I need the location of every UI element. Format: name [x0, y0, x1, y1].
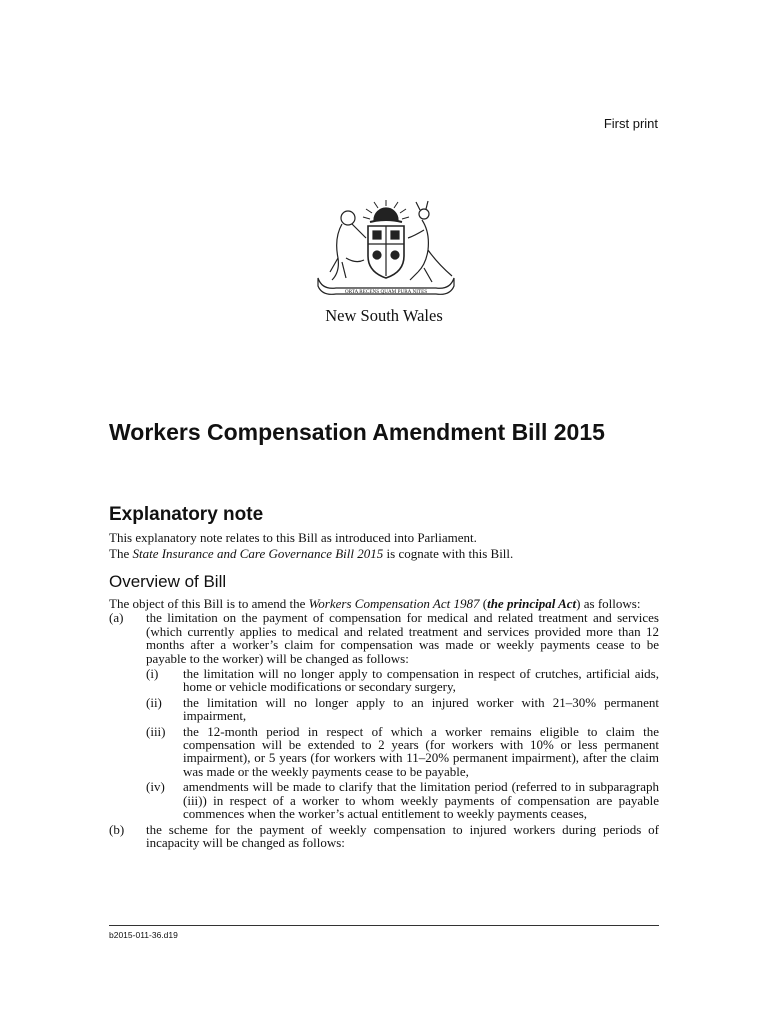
paragraph-b — [109, 823, 659, 850]
subparagraph-text: amendments will be made to clarify that the limitation period (referred to in subparagraph (iii)) in respect of a worker to whom weekly payments of compensation are payable commences when the worker’s actual entitlement to weekly payments ceases, — [183, 779, 659, 822]
paragraph-text: the limitation on the payment of compensation for medical and related treatment and services (which currently applies to medical and related treatment and services provided more than 12 months after a worker’s claim for compensation was made or weekly payments cease to be payable to the worker) will be changed as follows: — [146, 610, 659, 666]
subparagraph-label: (iii) — [146, 723, 166, 739]
nsw-coat-of-arms — [312, 198, 460, 298]
subparagraph-label: (i) — [146, 666, 159, 682]
subparagraph-label: (iv) — [146, 779, 165, 795]
overview-intro: The object of this Bill is to amend the Workers Compensation Act 1987 (the principal Act) as follows: — [109, 596, 641, 611]
bill-title: Workers Compensation Amendment Bill 2015 — [109, 419, 605, 445]
paragraph-label: (b) — [109, 821, 125, 837]
subparagraph-label: (ii) — [146, 694, 162, 710]
footer-divider — [109, 925, 659, 926]
paragraph-label: (a) — [109, 610, 124, 626]
subparagraph-text: the limitation will no longer apply to an injured worker with 21–30% permanent impairment, — [183, 694, 659, 724]
print-status: First print — [603, 116, 658, 131]
subparagraph-text: the limitation will no longer apply to compensation in respect of crutches, artificial aids, home or vehicle modifications or secondary surgery, — [183, 666, 659, 695]
state-name: New South Wales — [325, 306, 443, 325]
svg-text:ORTA RECENS QUAM PURA NITES: ORTA RECENS QUAM PURA NITES — [344, 289, 428, 295]
subparagraph-iv — [109, 780, 659, 820]
document-code: b2015-011-36.d19 — [109, 930, 178, 940]
subparagraph-i — [109, 667, 659, 694]
subparagraph-ii — [109, 696, 659, 723]
paragraph-text: the scheme for the payment of weekly compensation to injured workers during periods of incapacity will be changed as follows: — [146, 821, 659, 850]
overview-body — [109, 597, 659, 851]
overview-heading: Overview of Bill — [109, 572, 227, 591]
cognate-bill-name: State Insurance and Care Governance Bill 2015 — [132, 546, 384, 561]
subparagraph-text: the 12-month period in respect of which a worker remains eligible to claim the compensation will be extended to 2 years (for workers with 10% or less permanent impairment), or 5 years (for workers with 11–20% permanent impairment), after the claim was made or the weekly payments cease to be payable, — [183, 723, 659, 779]
explanatory-note-heading: Explanatory note — [109, 504, 264, 525]
principal-act-name: Workers Compensation Act 1987 — [308, 596, 480, 611]
paragraph-a — [109, 611, 659, 665]
defined-term: the principal Act — [487, 596, 577, 611]
explanatory-line-1: This explanatory note relates to this Bill as introduced into Parliament. — [109, 530, 477, 545]
explanatory-line-2: The State Insurance and Care Governance Bill 2015 is cognate with this Bill. — [109, 546, 514, 561]
subparagraph-iii — [109, 725, 659, 779]
